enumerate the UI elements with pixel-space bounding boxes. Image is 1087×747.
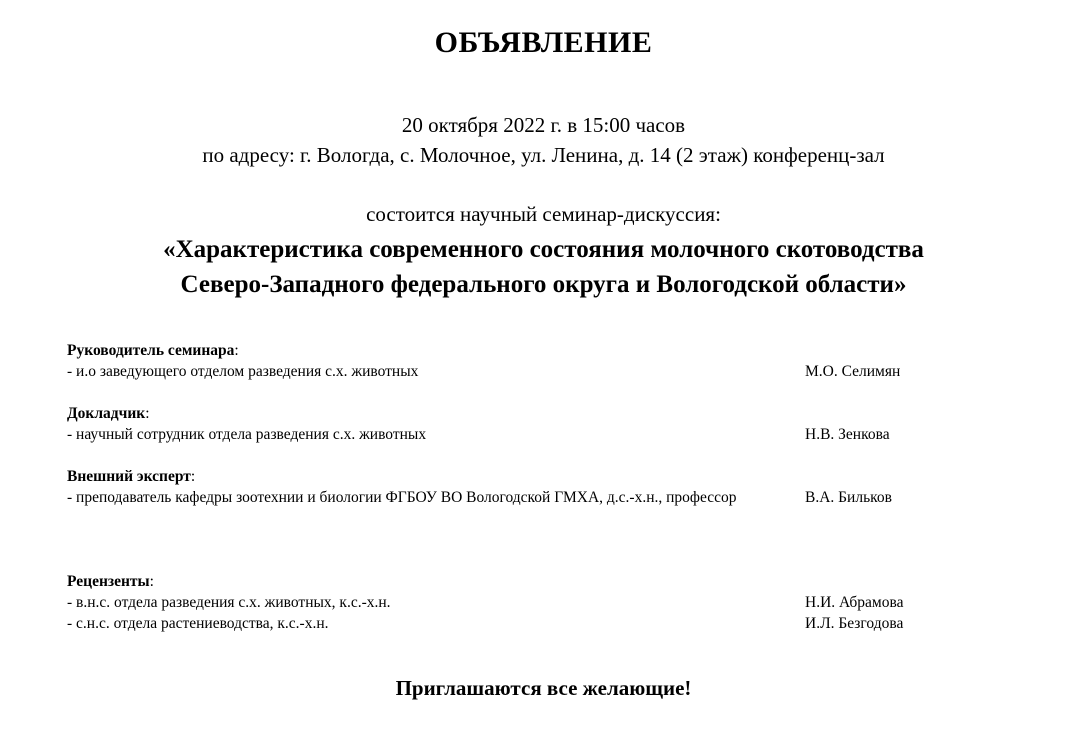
leader-heading-colon: : [234, 342, 239, 359]
reviewer-1-name: Н.И. Абрамова [805, 594, 904, 611]
reviewer-row [67, 613, 967, 634]
reviewers-heading [67, 571, 967, 592]
reviewer-2-name: И.Л. Безгодова [805, 615, 904, 632]
speaker-heading [67, 403, 967, 424]
expert-heading-colon: : [190, 468, 196, 485]
reviewer-2-position: - с.н.с. отдела растениеводства, к.с.-х.н. [67, 615, 329, 632]
speaker-position: - научный сотрудник отдела разведения с.х. животных [67, 426, 427, 443]
reviewers-section [67, 571, 967, 634]
expert-name: В.А. Бильков [805, 489, 892, 506]
leader-name: М.О. Селимян [805, 363, 901, 380]
speaker-name: Н.В. Зенкова [805, 426, 890, 443]
expert-section [67, 466, 967, 531]
leader-section [67, 340, 967, 382]
seminar-topic-line-2: Северо-Западного федерального округа и Вологодской области» [180, 271, 907, 298]
seminar-topic-line-1: «Характеристика современного состояния молочного скотоводства [163, 236, 924, 263]
speaker-section [67, 403, 967, 445]
document-title: ОБЪЯВЛЕНИЕ [434, 26, 653, 59]
reviewer-1-position: - в.н.с. отдела разведения с.х. животных, к.с.-х.н. [67, 594, 391, 611]
event-date-line: 20 октября 2022 г. в 15:00 часов [401, 113, 686, 137]
expert-position: - преподаватель кафедры зоотехнии и биологии ФГБОУ ВО Вологодской ГМХА, д.с.-х.н., профессор [67, 489, 737, 506]
leader-heading [67, 340, 967, 361]
expert-row [67, 487, 967, 531]
leader-position: - и.о заведующего отделом разведения с.х. животных [67, 363, 419, 380]
reviewers-heading-colon: : [149, 573, 154, 590]
speaker-heading-colon: : [145, 405, 150, 422]
expert-heading [67, 466, 967, 487]
leader-row [67, 361, 967, 382]
closing-invitation: Приглашаются все желающие! [395, 676, 692, 700]
reviewer-row [67, 592, 967, 613]
speaker-heading-label: Докладчик [67, 405, 146, 422]
expert-heading-label: Внешний эксперт [67, 468, 191, 485]
event-type-line: состоится научный семинар-дискуссия: [366, 202, 721, 226]
leader-heading-label: Руководитель семинара [67, 342, 235, 359]
reviewers-heading-label: Рецензенты [67, 573, 150, 590]
speaker-row [67, 424, 967, 445]
event-address-line: по адресу: г. Вологда, с. Молочное, ул. Ленина, д. 14 (2 этаж) конференц-зал [202, 143, 885, 167]
